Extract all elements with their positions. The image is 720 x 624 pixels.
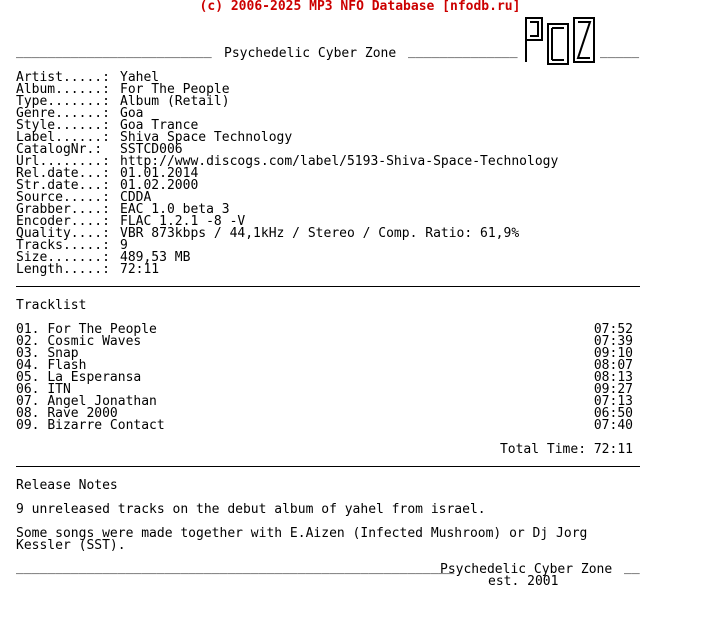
list-item: 09. Bizarre Contact 07:40	[16, 418, 633, 433]
info-row: Label......: Shiva Space Technology	[16, 130, 293, 145]
list-item: 06. ITN 09:27	[16, 382, 633, 397]
footer-rule: ________________________________________________________	[16, 560, 455, 575]
info-row: Album......: For The People	[16, 82, 230, 97]
list-item: 07. Angel Jonathan 07:13	[16, 394, 633, 409]
notes-line: Kessler (SST).	[16, 538, 126, 553]
header-left-rule: _________________________	[16, 44, 212, 59]
list-item: 02. Cosmic Waves 07:39	[16, 334, 633, 349]
info-row: Str.date...: 01.02.2000	[16, 178, 199, 193]
footer-tail-rule: __	[624, 560, 640, 575]
list-item: 05. La Esperansa 08:13	[16, 370, 633, 385]
info-row: Url........: http://www.discogs.com/label/5193-Shiva-Space-Technology	[16, 154, 559, 169]
pcz-logo-icon	[524, 16, 596, 66]
info-row: Encoder....: FLAC 1.2.1 -8 -V	[16, 214, 246, 229]
header-right-rule: ______________	[408, 44, 518, 59]
label-url-link[interactable]: http://www.discogs.com/label/5193-Shiva-Space-Technology	[120, 154, 559, 169]
list-item: 08. Rave 2000 06:50	[16, 406, 633, 421]
footer-est: est. 2001	[488, 574, 559, 589]
divider	[16, 466, 640, 467]
list-item: 04. Flash 08:07	[16, 358, 633, 373]
notes-line: Some songs were made together with E.Aizen (Infected Mushroom) or Dj Jorg	[16, 526, 588, 541]
info-row: Style......: Goa Trance	[16, 118, 199, 133]
info-row: CatalogNr.: SSTCD006	[16, 142, 183, 157]
header-title: Psychedelic Cyber Zone	[224, 46, 397, 61]
site-banner: (c) 2006-2025 MP3 NFO Database [nfodb.ru]	[199, 0, 521, 14]
info-row: Genre......: Goa	[16, 106, 144, 121]
logo	[524, 16, 596, 66]
list-item: 01. For The People 07:52	[16, 322, 633, 337]
footer-title: Psychedelic Cyber Zone	[440, 562, 613, 577]
info-row: Tracks.....: 9	[16, 238, 128, 253]
header-tail-rule: _____	[600, 44, 640, 59]
list-item: 03. Snap 09:10	[16, 346, 633, 361]
info-row: Artist.....: Yahel	[16, 70, 160, 85]
notes-heading: Release Notes	[16, 478, 118, 493]
info-row: Source.....: CDDA	[16, 190, 152, 205]
tracklist-heading: Tracklist	[16, 298, 87, 313]
notes-line: 9 unreleased tracks on the debut album of yahel from israel.	[16, 502, 486, 517]
info-row: Rel.date...: 01.01.2014	[16, 166, 199, 181]
info-row: Quality....: VBR 873kbps / 44,1kHz / Stereo / Comp. Ratio: 61,9%	[16, 226, 520, 241]
total-time: Total Time: 72:11	[499, 442, 633, 457]
info-row: Length.....: 72:11	[16, 262, 160, 277]
info-row: Grabber....: EAC 1.0 beta 3	[16, 202, 230, 217]
info-row: Type.......: Album (Retail)	[16, 94, 230, 109]
divider	[16, 286, 640, 287]
info-row: Size.......: 489,53 MB	[16, 250, 191, 265]
